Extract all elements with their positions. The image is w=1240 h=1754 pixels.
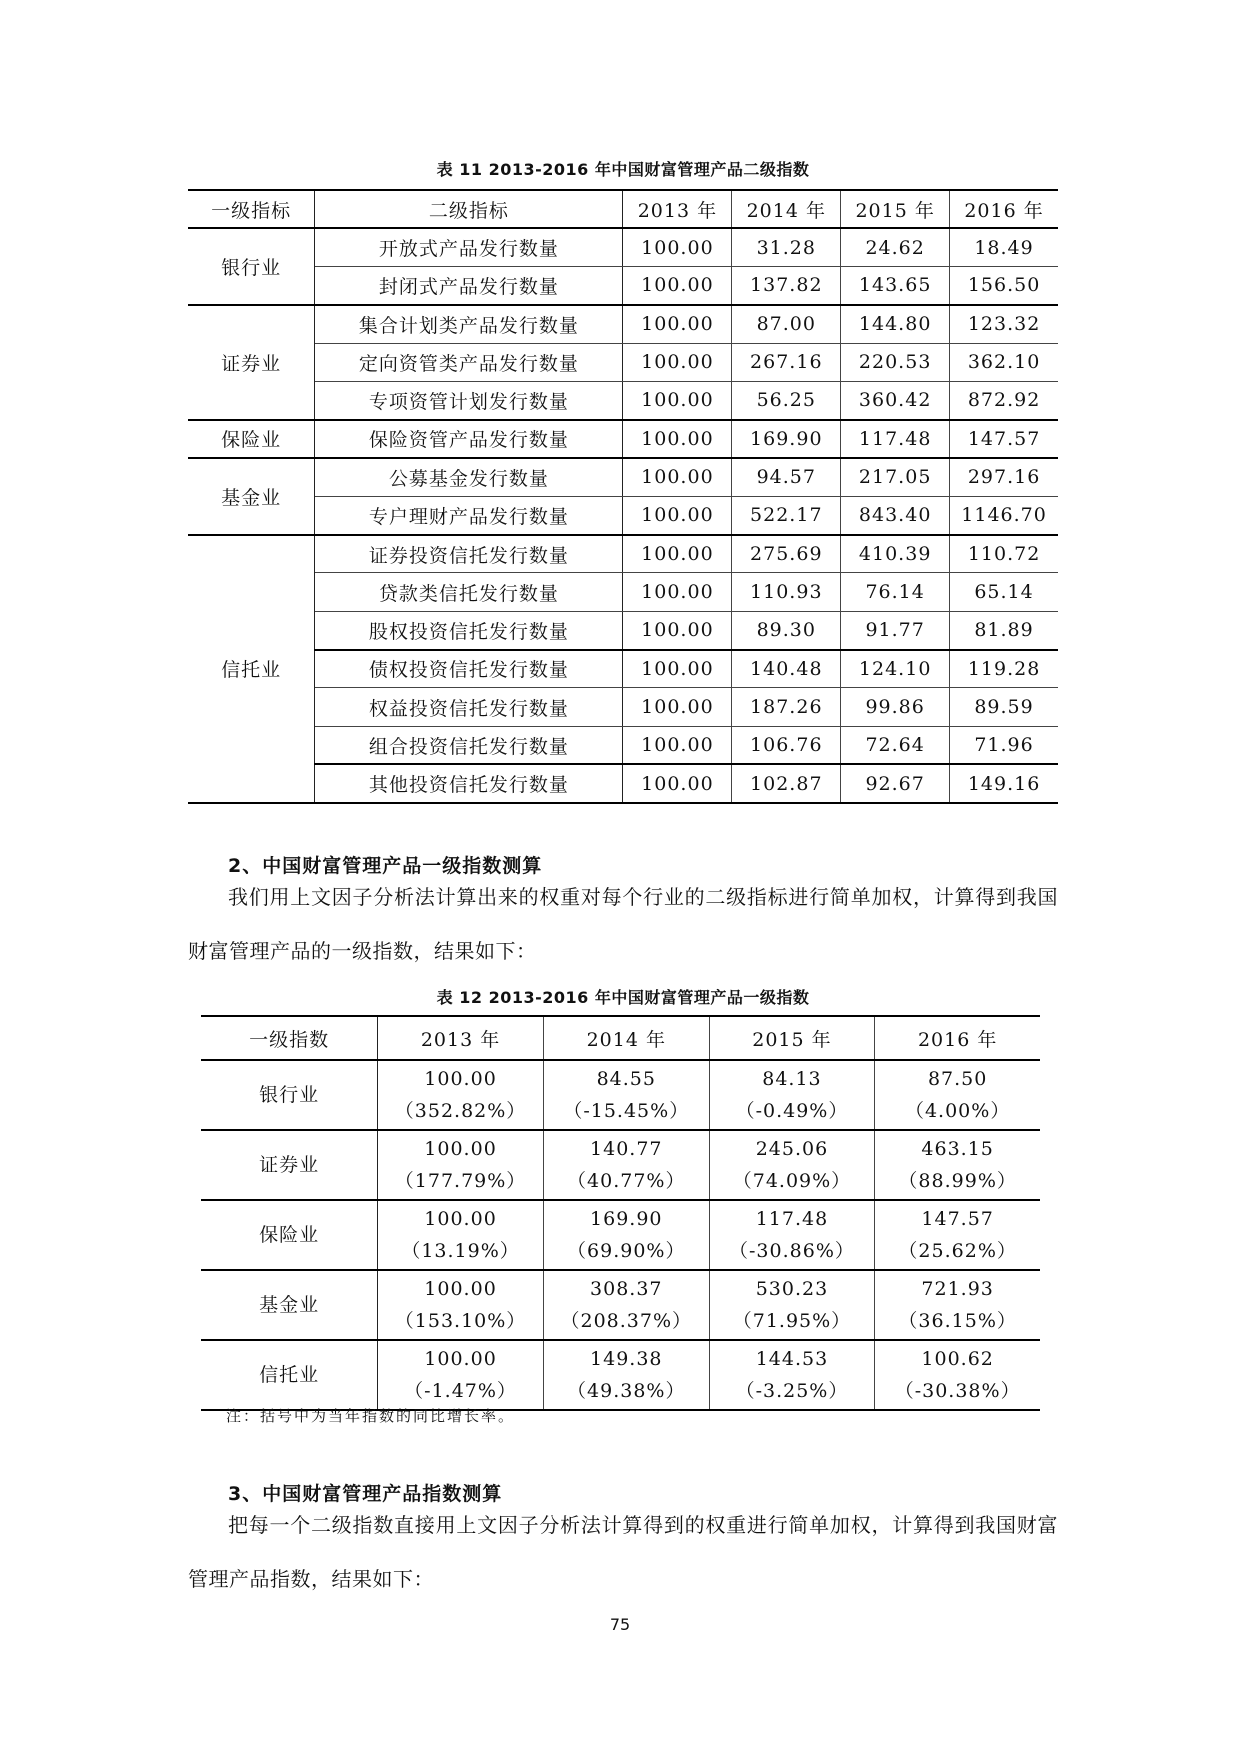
table12-header-row <box>201 1016 1040 1060</box>
value-cell: 31.28 <box>732 228 841 266</box>
value-cell: 89.30 <box>732 611 841 649</box>
table-row <box>188 458 1058 496</box>
table11-header-cell: 2013 年 <box>623 190 732 228</box>
table11-header-row <box>188 190 1058 228</box>
page-number: 75 <box>609 1615 631 1634</box>
value-cell: 123.32 <box>950 305 1058 343</box>
value-cell: 100.00 <box>623 726 732 764</box>
value-cell: 81.89 <box>950 611 1058 649</box>
value-cell: 65.14 <box>950 573 1058 611</box>
value-cell: 102.87 <box>732 764 841 802</box>
index-value: 149.38 <box>590 1348 663 1370</box>
value-cell: 100.00 <box>623 458 732 496</box>
growth-rate: （-1.47%） <box>404 1380 517 1402</box>
value-cell: 106.76 <box>732 726 841 764</box>
table-row <box>188 496 1058 534</box>
index-value: 100.00 <box>424 1348 497 1370</box>
value-cell: 156.50 <box>950 267 1058 305</box>
value-cell: 100.00 <box>623 305 732 343</box>
index-value: 100.00 <box>424 1068 497 1090</box>
value-cell: 220.53 <box>841 343 950 381</box>
index-value: 100.00 <box>424 1278 497 1300</box>
growth-rate: （-30.38%） <box>894 1380 1021 1402</box>
index-cell <box>875 1270 1040 1340</box>
indicator-cell: 定向资管类产品发行数量 <box>315 343 623 381</box>
value-cell: 119.28 <box>950 650 1058 688</box>
industry-name-cell: 保险业 <box>201 1200 378 1270</box>
table12-note: 注：括号中为当年指数的同比增长率。 <box>226 1407 516 1425</box>
value-cell: 99.86 <box>841 688 950 726</box>
table-row <box>188 381 1058 419</box>
value-cell: 140.48 <box>732 650 841 688</box>
index-cell <box>709 1340 875 1410</box>
table12-header-cell: 2013 年 <box>378 1016 544 1060</box>
value-cell: 92.67 <box>841 764 950 802</box>
table-row <box>188 611 1058 649</box>
value-cell: 24.62 <box>841 228 950 266</box>
growth-rate: （-3.25%） <box>735 1380 849 1402</box>
indicator-cell: 组合投资信托发行数量 <box>315 726 623 764</box>
value-cell: 362.10 <box>950 343 1058 381</box>
index-cell <box>378 1060 544 1130</box>
index-cell <box>875 1340 1040 1410</box>
table-row <box>188 688 1058 726</box>
value-cell: 100.00 <box>623 381 732 419</box>
indicator-cell: 公募基金发行数量 <box>315 458 623 496</box>
value-cell: 100.00 <box>623 650 732 688</box>
value-cell: 275.69 <box>732 535 841 573</box>
growth-rate: （-0.49%） <box>735 1100 849 1122</box>
table-row <box>201 1270 1040 1340</box>
index-cell <box>875 1200 1040 1270</box>
value-cell: 410.39 <box>841 535 950 573</box>
value-cell: 91.77 <box>841 611 950 649</box>
index-value: 169.90 <box>590 1208 663 1230</box>
table-row <box>188 305 1058 343</box>
index-value: 308.37 <box>590 1278 663 1300</box>
value-cell: 56.25 <box>732 381 841 419</box>
indicator-cell: 其他投资信托发行数量 <box>315 764 623 802</box>
industry-name-cell: 银行业 <box>201 1060 378 1130</box>
group-name-cell: 信托业 <box>188 535 315 803</box>
indicator-cell: 开放式产品发行数量 <box>315 228 623 266</box>
index-value: 100.62 <box>921 1348 994 1370</box>
index-value: 84.55 <box>596 1068 656 1090</box>
value-cell: 147.57 <box>950 420 1058 458</box>
value-cell: 144.80 <box>841 305 950 343</box>
value-cell: 100.00 <box>623 535 732 573</box>
value-cell: 100.00 <box>623 496 732 534</box>
value-cell: 100.00 <box>623 688 732 726</box>
value-cell: 522.17 <box>732 496 841 534</box>
section2-paragraph: 我们用上文因子分析法计算出来的权重对每个行业的二级指标进行简单加权，计算得到我国财富管理产品的一级指数，结果如下： <box>188 885 1058 963</box>
index-cell <box>543 1200 709 1270</box>
value-cell: 217.05 <box>841 458 950 496</box>
index-cell <box>709 1060 875 1130</box>
index-value: 117.48 <box>755 1208 829 1230</box>
index-value: 87.50 <box>927 1068 988 1090</box>
table11-header-cell: 一级指标 <box>188 190 315 228</box>
value-cell: 100.00 <box>623 573 732 611</box>
growth-rate: （4.00%） <box>904 1100 1011 1122</box>
growth-rate: （36.15%） <box>898 1310 1017 1332</box>
value-cell: 137.82 <box>732 267 841 305</box>
value-cell: 87.00 <box>732 305 841 343</box>
value-cell: 124.10 <box>841 650 950 688</box>
value-cell: 169.90 <box>732 420 841 458</box>
value-cell: 71.96 <box>950 726 1058 764</box>
index-value: 245.06 <box>755 1138 829 1160</box>
growth-rate: （-30.86%） <box>729 1240 855 1262</box>
index-value: 84.13 <box>762 1068 822 1090</box>
value-cell: 100.00 <box>623 267 732 305</box>
table11-header-cell: 2015 年 <box>841 190 950 228</box>
table12 <box>201 1015 1040 1411</box>
growth-rate: （49.38%） <box>567 1380 686 1402</box>
growth-rate: （69.90%） <box>567 1240 686 1262</box>
index-cell <box>709 1200 875 1270</box>
value-cell: 187.26 <box>732 688 841 726</box>
value-cell: 149.16 <box>950 764 1058 802</box>
growth-rate: （88.99%） <box>898 1170 1017 1192</box>
index-cell <box>378 1130 544 1200</box>
table11-caption: 表 11 2013-2016 年中国财富管理产品二级指数 <box>436 160 810 179</box>
index-cell <box>378 1200 544 1270</box>
table11 <box>188 189 1058 804</box>
value-cell: 360.42 <box>841 381 950 419</box>
index-cell <box>875 1130 1040 1200</box>
index-cell <box>378 1340 544 1410</box>
growth-rate: （74.09%） <box>732 1170 852 1192</box>
index-cell <box>378 1270 544 1340</box>
value-cell: 117.48 <box>841 420 950 458</box>
value-cell: 110.72 <box>950 535 1058 573</box>
index-cell <box>875 1060 1040 1130</box>
industry-name-cell: 基金业 <box>201 1270 378 1340</box>
group-name-cell: 基金业 <box>188 458 315 535</box>
table12-header-cell: 2016 年 <box>875 1016 1040 1060</box>
table12-header-cell: 一级指数 <box>201 1016 378 1060</box>
indicator-cell: 贷款类信托发行数量 <box>315 573 623 611</box>
index-cell <box>543 1340 709 1410</box>
table12-caption: 表 12 2013-2016 年中国财富管理产品一级指数 <box>436 988 810 1007</box>
table-row <box>201 1340 1040 1410</box>
table-row <box>188 267 1058 305</box>
growth-rate: （13.19%） <box>401 1240 520 1262</box>
table12-header-cell: 2015 年 <box>709 1016 875 1060</box>
value-cell: 18.49 <box>950 228 1058 266</box>
indicator-cell: 权益投资信托发行数量 <box>315 688 623 726</box>
table11-header-cell: 2014 年 <box>732 190 841 228</box>
table-row <box>201 1200 1040 1270</box>
table-row <box>188 228 1058 266</box>
value-cell: 94.57 <box>732 458 841 496</box>
table11-header-cell: 二级指标 <box>315 190 623 228</box>
table-row <box>188 535 1058 573</box>
indicator-cell: 专户理财产品发行数量 <box>315 496 623 534</box>
group-name-cell: 保险业 <box>188 420 315 458</box>
growth-rate: （208.37%） <box>560 1310 693 1332</box>
index-value: 463.15 <box>921 1138 994 1160</box>
growth-rate: （153.10%） <box>394 1310 527 1332</box>
group-name-cell: 证券业 <box>188 305 315 420</box>
section3-heading: 3、中国财富管理产品指数测算 <box>228 1483 503 1505</box>
indicator-cell: 封闭式产品发行数量 <box>315 267 623 305</box>
index-value: 530.23 <box>755 1278 829 1300</box>
table12-header-cell: 2014 年 <box>543 1016 709 1060</box>
index-value: 721.93 <box>921 1278 994 1300</box>
growth-rate: （-15.45%） <box>563 1100 690 1122</box>
value-cell: 843.40 <box>841 496 950 534</box>
growth-rate: （25.62%） <box>898 1240 1017 1262</box>
value-cell: 110.93 <box>732 573 841 611</box>
indicator-cell: 股权投资信托发行数量 <box>315 611 623 649</box>
table-row <box>188 343 1058 381</box>
value-cell: 100.00 <box>623 764 732 802</box>
value-cell: 297.16 <box>950 458 1058 496</box>
table-row <box>188 420 1058 458</box>
growth-rate: （71.95%） <box>732 1310 852 1332</box>
industry-name-cell: 证券业 <box>201 1130 378 1200</box>
index-cell <box>709 1270 875 1340</box>
value-cell: 1146.70 <box>950 496 1058 534</box>
index-value: 100.00 <box>424 1138 497 1160</box>
index-cell <box>543 1270 709 1340</box>
value-cell: 100.00 <box>623 420 732 458</box>
value-cell: 143.65 <box>841 267 950 305</box>
value-cell: 100.00 <box>623 228 732 266</box>
table11-header-cell: 2016 年 <box>950 190 1058 228</box>
growth-rate: （352.82%） <box>394 1100 527 1122</box>
index-cell <box>543 1060 709 1130</box>
index-cell <box>543 1130 709 1200</box>
value-cell: 72.64 <box>841 726 950 764</box>
value-cell: 76.14 <box>841 573 950 611</box>
value-cell: 89.59 <box>950 688 1058 726</box>
value-cell: 100.00 <box>623 611 732 649</box>
table-row <box>188 650 1058 688</box>
value-cell: 267.16 <box>732 343 841 381</box>
index-value: 147.57 <box>921 1208 994 1230</box>
table-row <box>201 1130 1040 1200</box>
indicator-cell: 集合计划类产品发行数量 <box>315 305 623 343</box>
section3-paragraph: 把每一个二级指数直接用上文因子分析法计算得到的权重进行简单加权，计算得到我国财富管理产品指数，结果如下： <box>188 1513 1058 1591</box>
indicator-cell: 专项资管计划发行数量 <box>315 381 623 419</box>
value-cell: 100.00 <box>623 343 732 381</box>
index-value: 140.77 <box>590 1138 663 1160</box>
growth-rate: （40.77%） <box>567 1170 686 1192</box>
group-name-cell: 银行业 <box>188 228 315 305</box>
index-value: 100.00 <box>424 1208 497 1230</box>
value-cell: 872.92 <box>950 381 1058 419</box>
industry-name-cell: 信托业 <box>201 1340 378 1410</box>
table-row <box>188 764 1058 802</box>
index-cell <box>709 1130 875 1200</box>
indicator-cell: 证券投资信托发行数量 <box>315 535 623 573</box>
index-value: 144.53 <box>755 1348 829 1370</box>
growth-rate: （177.79%） <box>394 1170 527 1192</box>
table-row <box>201 1060 1040 1130</box>
table-row <box>188 573 1058 611</box>
table-row <box>188 726 1058 764</box>
indicator-cell: 保险资管产品发行数量 <box>315 420 623 458</box>
indicator-cell: 债权投资信托发行数量 <box>315 650 623 688</box>
section2-heading: 2、中国财富管理产品一级指数测算 <box>228 855 543 877</box>
